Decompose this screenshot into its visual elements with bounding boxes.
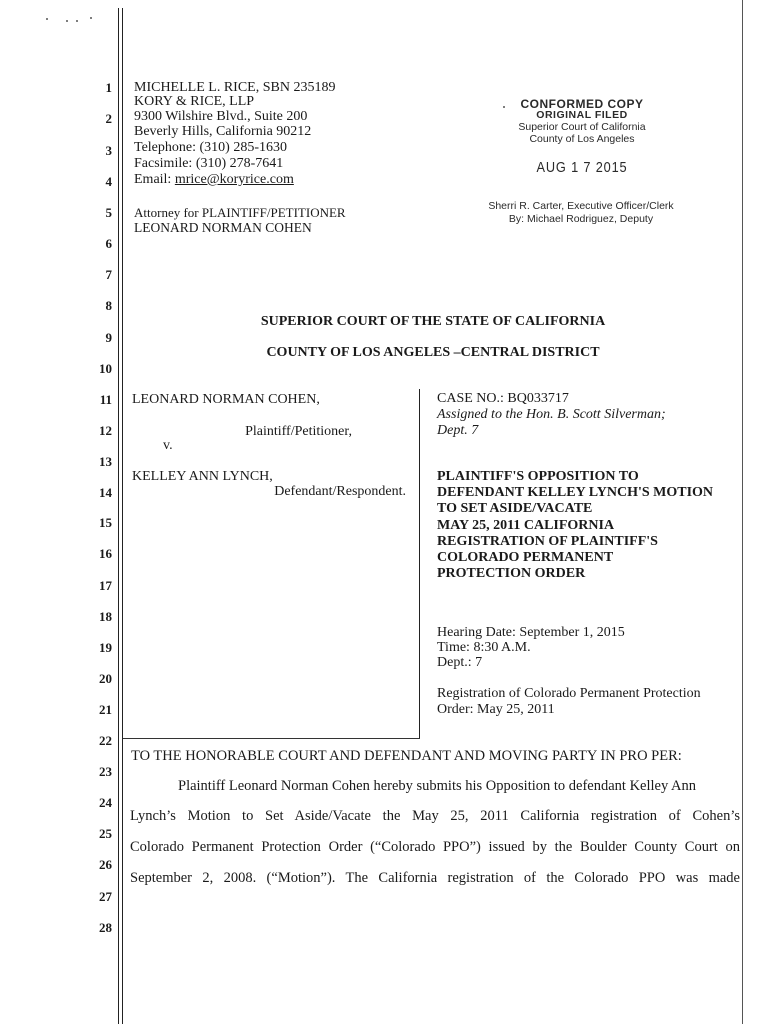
court-name: SUPERIOR COURT OF THE STATE OF CALIFORNIA: [260, 314, 606, 329]
body-line: Colorado Permanent Protection Order (“Colorado PPO”) issued by the Boulder County Court on: [130, 839, 740, 855]
scan-speck: [90, 17, 92, 19]
hearing-date: Hearing Date: September 1, 2015: [437, 625, 625, 640]
stamp-conformed-copy: CONFORMED COPY: [520, 97, 644, 111]
line-number: 2: [105, 111, 112, 126]
line-number: 1: [105, 80, 112, 95]
title-line: MAY 25, 2011 CALIFORNIA: [437, 518, 615, 533]
assigned-judge: Assigned to the Hon. B. Scott Silverman;: [437, 407, 666, 422]
line-number: 14: [99, 485, 112, 500]
title-line: COLORADO PERMANENT: [437, 550, 614, 565]
line-number: 26: [99, 857, 112, 872]
line-number: 25: [99, 826, 112, 841]
stamp-court: Superior Court of California: [518, 121, 646, 133]
hearing-time: Time: 8:30 A.M.: [437, 640, 531, 655]
line-number: 5: [105, 205, 112, 220]
hearing-dept: Dept.: 7: [437, 655, 483, 670]
line-number: 19: [99, 640, 112, 655]
client-name: LEONARD NORMAN COHEN: [134, 220, 312, 235]
defendant-name: KELLEY ANN LYNCH,: [132, 469, 273, 484]
line-number: 12: [99, 423, 112, 438]
line-number: 22: [99, 733, 112, 748]
right-margin-rule: [742, 0, 743, 1024]
title-line: DEFENDANT KELLEY LYNCH'S MOTION: [437, 485, 714, 500]
body-line: September 2, 2008. (“Motion”). The California registration of the Colorado PPO was made: [130, 870, 740, 886]
salutation: TO THE HONORABLE COURT AND DEFENDANT AND MOVING PARTY IN PRO PER:: [131, 748, 682, 764]
line-number: 17: [99, 578, 112, 593]
body-line: Lynch’s Motion to Set Aside/Vacate the May 25, 2011 California registration of Cohen’s: [130, 808, 740, 824]
stamp-clerk: Sherri R. Carter, Executive Officer/Clerk: [488, 200, 674, 212]
case-number: CASE NO.: BQ033717: [437, 391, 569, 406]
scan-speck: [66, 20, 68, 22]
line-number: 6: [105, 236, 112, 251]
caption-bottom-rule: [123, 738, 420, 739]
registration-line-2: Order: May 25, 2011: [437, 702, 555, 717]
registration-line-1: Registration of Colorado Permanent Protection: [437, 686, 701, 701]
email-line: [134, 173, 294, 187]
line-number: 11: [99, 392, 112, 407]
line-number: 16: [99, 546, 112, 561]
facsimile: Facsimile: (310) 278-7641: [134, 156, 284, 171]
line-number: 28: [99, 920, 112, 935]
plaintiff-name: LEONARD NORMAN COHEN,: [132, 392, 320, 407]
stamp-deputy: By: Michael Rodriguez, Deputy: [508, 213, 654, 225]
telephone: Telephone: (310) 285-1630: [134, 140, 287, 155]
attorney-name: MICHELLE L. RICE, SBN 235189: [134, 80, 336, 95]
line-number: 4: [105, 174, 112, 189]
line-number: 23: [99, 764, 112, 779]
scan-speck: [46, 18, 48, 20]
law-firm: KORY & RICE, LLP: [134, 94, 255, 109]
line-number: 8: [105, 298, 112, 313]
versus: v.: [163, 438, 173, 453]
attorney-for: Attorney for PLAINTIFF/PETITIONER: [134, 205, 346, 220]
line-number: 24: [99, 795, 112, 810]
line-number: 21: [99, 702, 112, 717]
address-line-2: Beverly Hills, California 90212: [134, 124, 312, 139]
title-line: PROTECTION ORDER: [437, 566, 586, 581]
line-number: 18: [99, 609, 112, 624]
address-line-1: 9300 Wilshire Blvd., Suite 200: [134, 109, 308, 124]
line-number: 20: [99, 671, 112, 686]
line-number: 27: [99, 889, 112, 904]
line-number: 15: [99, 515, 112, 530]
title-line: TO SET ASIDE/VACATE: [437, 501, 593, 516]
title-line: PLAINTIFF'S OPPOSITION TO: [437, 469, 639, 484]
title-line: REGISTRATION OF PLAINTIFF'S: [437, 534, 658, 549]
caption-divider: [419, 389, 420, 739]
body-line: Plaintiff Leonard Norman Cohen hereby submits his Opposition to defendant Kelley Ann: [178, 778, 697, 794]
defendant-role: Defendant/Respondent.: [274, 484, 406, 499]
line-number: 3: [105, 143, 112, 158]
line-number: 7: [105, 267, 112, 282]
email-link[interactable]: mrice@koryrice.com: [174, 172, 294, 187]
line-number: 13: [99, 454, 112, 469]
left-margin-rule-inner: [122, 8, 123, 1024]
stamp-county: County of Los Angeles: [529, 133, 635, 145]
stamp-original-filed: ORIGINAL FILED: [536, 109, 628, 121]
left-margin-rule-outer: [118, 8, 119, 1024]
court-district: COUNTY OF LOS ANGELES –CENTRAL DISTRICT: [266, 345, 600, 360]
line-number: 10: [99, 361, 112, 376]
assigned-dept: Dept. 7: [437, 423, 479, 438]
line-number: 9: [105, 330, 112, 345]
email-label: Email:: [134, 172, 175, 187]
scan-speck: [76, 20, 78, 22]
stamp-date: AUG 1 7 2015: [536, 159, 628, 176]
plaintiff-role: Plaintiff/Petitioner,: [245, 424, 352, 439]
